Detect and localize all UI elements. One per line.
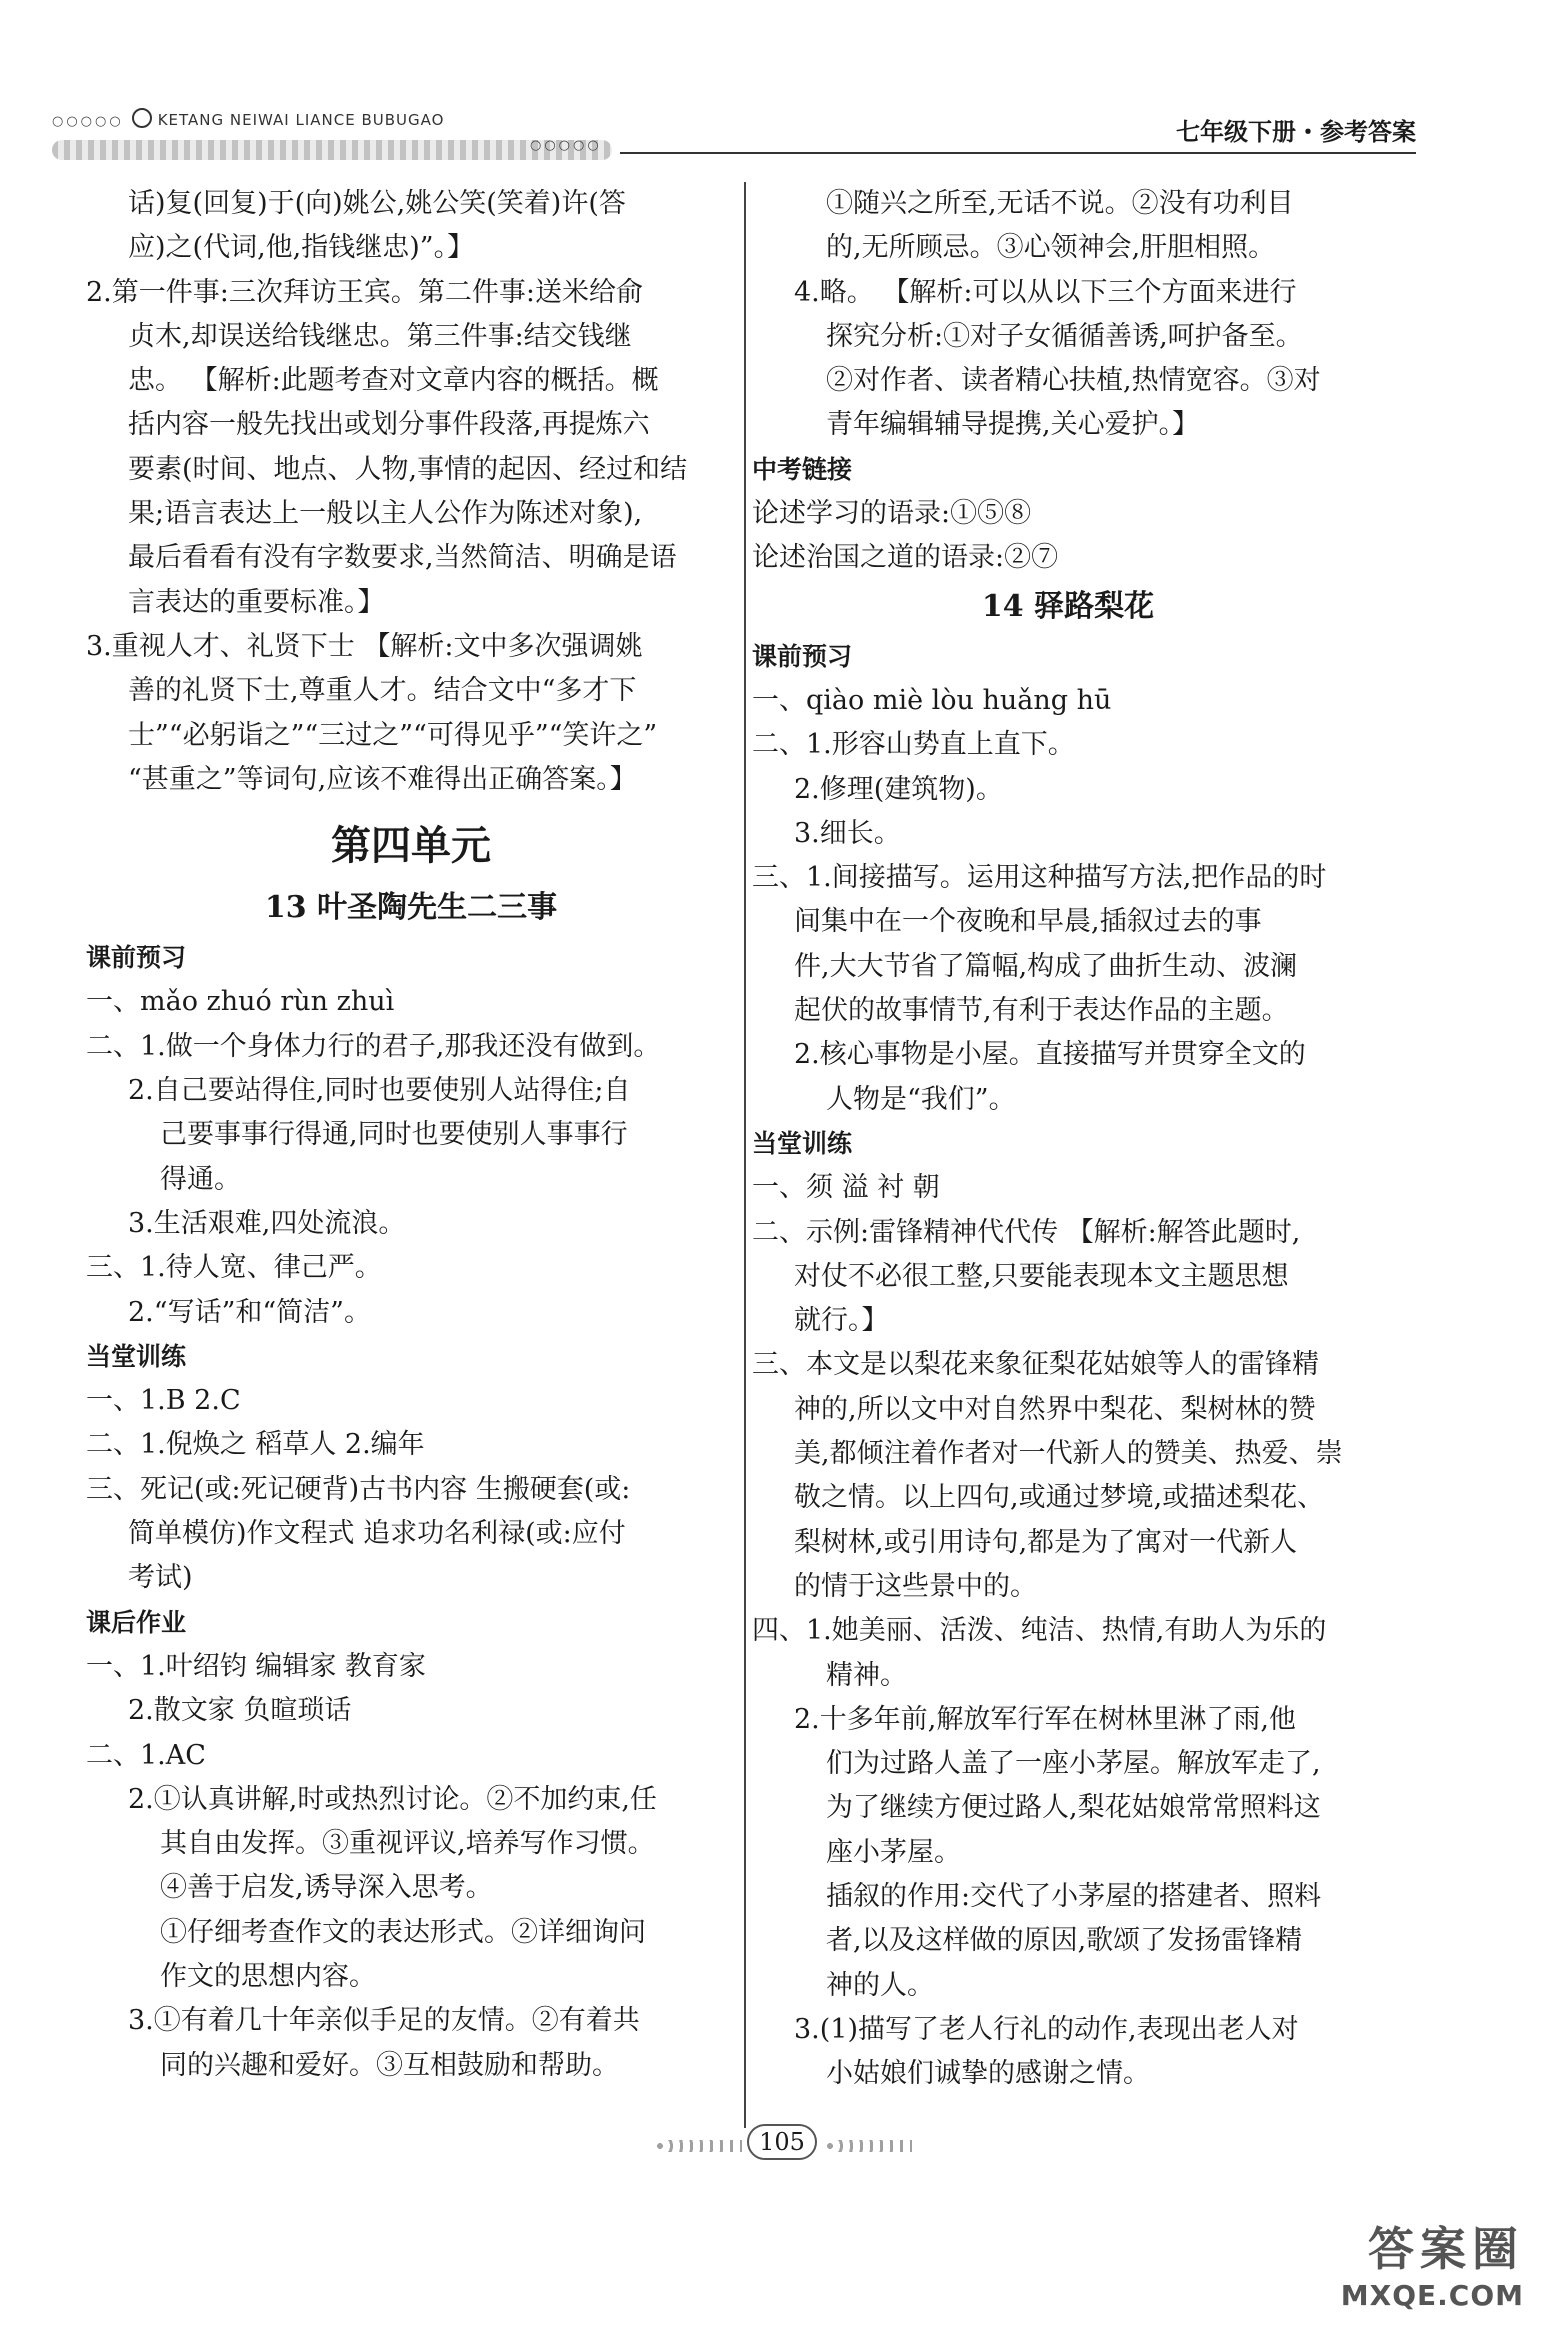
text-line: 括内容一般先找出或划分事件段落,再提炼六 (128, 409, 650, 441)
text-line: 一、1.B 2.C (86, 1385, 241, 1417)
text-line: 2.“写话”和“简洁”。 (128, 1296, 371, 1328)
text-line: 一、1.叶绍钧 编辑家 教育家 (86, 1650, 426, 1682)
column-divider (744, 182, 746, 2128)
text-line: 三、死记(或:死记硬背)古书内容 生搬硬套(或: (86, 1473, 631, 1505)
text-line: 二、1.AC (86, 1739, 206, 1771)
section-heading: 当堂训练 (86, 1341, 187, 1371)
text-line: 的情于这些景中的。 (794, 1570, 1037, 1602)
section-heading: 课前预习 (752, 641, 853, 671)
header-rule (620, 152, 1416, 154)
text-line: 间集中在一个夜晚和早晨,插叙过去的事 (794, 906, 1262, 938)
text-line: 一、qiào miè lòu huǎng hū (752, 684, 1112, 716)
page-footer (0, 2124, 1564, 2160)
text-line: 起伏的故事情节,有利于表达作品的主题。 (794, 995, 1289, 1027)
unit-heading: 第四单元 (331, 823, 491, 870)
text-line: 简单模仿)作文程式 追求功名利禄(或:应付 (128, 1518, 626, 1550)
text-line: 善的礼贤下士,尊重人才。结合文中“多才下 (128, 675, 637, 707)
text-line: ④善于启发,诱导深入思考。 (160, 1872, 493, 1904)
text-line: 人物是“我们”。 (826, 1083, 1016, 1115)
text-line: “甚重之”等词句,应该不难得出正确答案。】 (128, 763, 637, 795)
text-line: 士”“必躬诣之”“三过之”“可得见乎”“笑许之” (128, 719, 658, 751)
right-column (752, 182, 1384, 2096)
text-line: 3.细长。 (794, 817, 901, 849)
text-line: 话)复(回复)于(向)姚公,姚公笑(笑着)许(答 (128, 188, 626, 219)
text-line: 2.①认真讲解,时或热烈讨论。②不加约束,任 (128, 1783, 657, 1815)
text-line: 就行。】 (794, 1305, 889, 1337)
text-line: 3.重视人才、礼贤下士 【解析:文中多次强调姚 (86, 630, 643, 662)
text-line: 应)之(代词,他,指钱继忠)”。】 (128, 232, 475, 264)
text-line: 三、1.间接描写。运用这种描写方法,把作品的时 (752, 862, 1327, 894)
text-line: 件,大大节省了篇幅,构成了曲折生动、波澜 (794, 950, 1298, 982)
text-line: 3.(1)描写了老人行礼的动作,表现出老人对 (794, 2013, 1299, 2045)
text-line: 探究分析:①对子女循循善诱,呵护备至。 (826, 320, 1303, 352)
section-heading: 课后作业 (86, 1607, 187, 1637)
text-line: 2.散文家 负暄琐话 (128, 1695, 352, 1727)
text-line: ①随兴之所至,无话不说。②没有功利目 (826, 188, 1294, 219)
text-line: 得通。 (160, 1163, 241, 1195)
text-line: 三、本文是以梨花来象征梨花姑娘等人的雷锋精 (752, 1349, 1319, 1381)
page-number: 105 (747, 2124, 817, 2160)
text-line: 敬之情。以上四句,或通过梦境,或描述梨花、 (794, 1482, 1325, 1514)
text-line: ②对作者、读者精心扶植,热情宽容。③对 (826, 365, 1321, 397)
text-line: 果;语言表达上一般以主人公作为陈述对象), (128, 498, 643, 530)
ornament-right (822, 2140, 912, 2152)
text-line: 论述治国之道的语录:②⑦ (752, 542, 1059, 574)
text-line: 作文的思想内容。 (160, 1960, 376, 1992)
section-heading: 当堂训练 (752, 1128, 853, 1158)
section-heading: 中考链接 (752, 454, 853, 484)
text-line: 要素(时间、地点、人物,事情的起因、经过和结 (128, 453, 688, 485)
logo-icon (132, 108, 152, 128)
decorative-dots: ○○○○○ (530, 138, 602, 153)
text-line: 美,都倾注着作者对一代新人的赞美、热爱、崇 (794, 1438, 1343, 1470)
header-decorative-band (52, 140, 612, 160)
text-line: 二、1.倪焕之 稻草人 2.编年 (86, 1429, 425, 1461)
text-line: 言表达的重要标准。】 (128, 586, 385, 618)
lesson-heading: 14 驿路梨花 (981, 588, 1155, 624)
text-line: 小姑娘们诚挚的感谢之情。 (826, 2058, 1150, 2090)
text-line: 为了继续方便过路人,梨花姑娘常常照料这 (826, 1792, 1321, 1824)
text-line: 同的兴趣和爱好。③互相鼓励和帮助。 (160, 2049, 619, 2081)
text-line: 们为过路人盖了一座小茅屋。解放军走了, (826, 1748, 1321, 1780)
text-line: 2.核心事物是小屋。直接描写并贯穿全文的 (794, 1039, 1306, 1071)
text-line: 2.修理(建筑物)。 (794, 773, 1003, 805)
text-line: ①仔细考查作文的表达形式。②详细询问 (160, 1916, 646, 1948)
text-line: 对仗不必很工整,只要能表现本文主题思想 (794, 1260, 1289, 1292)
text-line: 二、示例:雷锋精神代代传 【解析:解答此题时, (752, 1216, 1301, 1248)
section-heading: 课前预习 (86, 943, 187, 973)
decorative-dots: ○○○○○ (52, 114, 124, 129)
text-line: 一、须 溢 衬 朝 (752, 1172, 940, 1204)
text-line: 梨树林,或引用诗句,都是为了寓对一代新人 (794, 1526, 1298, 1558)
text-line: 的,无所顾忌。③心领神会,肝胆相照。 (826, 232, 1276, 264)
watermark (1341, 2213, 1524, 2312)
text-line: 3.①有着几十年亲似手足的友情。②有着共 (128, 2005, 640, 2037)
text-line: 论述学习的语录:①⑤⑧ (752, 498, 1032, 530)
watermark-url: MXQE.COM (1340, 2279, 1524, 2312)
text-line: 忠。 【解析:此题考查对文章内容的概括。概 (128, 365, 659, 397)
text-line: 神的人。 (826, 1969, 934, 2001)
text-line: 四、1.她美丽、活泼、纯洁、热情,有助人为乐的 (752, 1615, 1327, 1647)
left-column (86, 182, 736, 2088)
ornament-left (652, 2140, 742, 2152)
text-line: 精神。 (826, 1659, 907, 1691)
watermark-logo-text: 答案圈 (1368, 2222, 1524, 2276)
text-line: 考试) (128, 1562, 193, 1594)
text-line: 贞木,却误送给钱继忠。第三件事:结交钱继 (128, 320, 632, 352)
text-line: 2.第一件事:三次拜访王宾。第二件事:送米给俞 (86, 276, 643, 308)
text-line: 座小茅屋。 (826, 1836, 961, 1868)
text-line: 青年编辑辅导提携,关心爱护。】 (826, 409, 1200, 441)
text-line: 最后看看有没有字数要求,当然简洁、明确是语 (128, 542, 677, 574)
text-line: 3.生活艰难,四处流浪。 (128, 1207, 406, 1239)
text-line: 神的,所以文中对自然界中梨花、梨树林的赞 (794, 1393, 1316, 1425)
text-line: 其自由发挥。③重视评议,培养写作习惯。 (160, 1828, 655, 1860)
book-section-title: 七年级下册・参考答案 (1176, 118, 1416, 146)
text-line: 三、1.待人宽、律己严。 (86, 1252, 382, 1284)
text-line: 二、1.形容山势直上直下。 (752, 729, 1075, 761)
text-line: 者,以及这样做的原因,歌颂了发扬雷锋精 (826, 1925, 1303, 1957)
series-title (52, 108, 444, 129)
text-line: 2.自己要站得住,同时也要使别人站得住;自 (128, 1075, 631, 1107)
series-name: KETANG NEIWAI LIANCE BUBUGAO (157, 111, 445, 129)
text-line: 2.十多年前,解放军行军在树林里淋了雨,他 (794, 1703, 1296, 1735)
text-line: 一、mǎo zhuó rùn zhuì (86, 986, 395, 1018)
lesson-heading: 13 叶圣陶先生二三事 (264, 890, 558, 926)
text-line: 己要事事行得通,同时也要使别人事事行 (160, 1119, 628, 1151)
text-line: 二、1.做一个身体力行的君子,那我还没有做到。 (86, 1030, 661, 1062)
text-line: 4.略。 【解析:可以从以下三个方面来进行 (794, 276, 1297, 308)
text-line: 插叙的作用:交代了小茅屋的搭建者、照料 (826, 1880, 1322, 1912)
